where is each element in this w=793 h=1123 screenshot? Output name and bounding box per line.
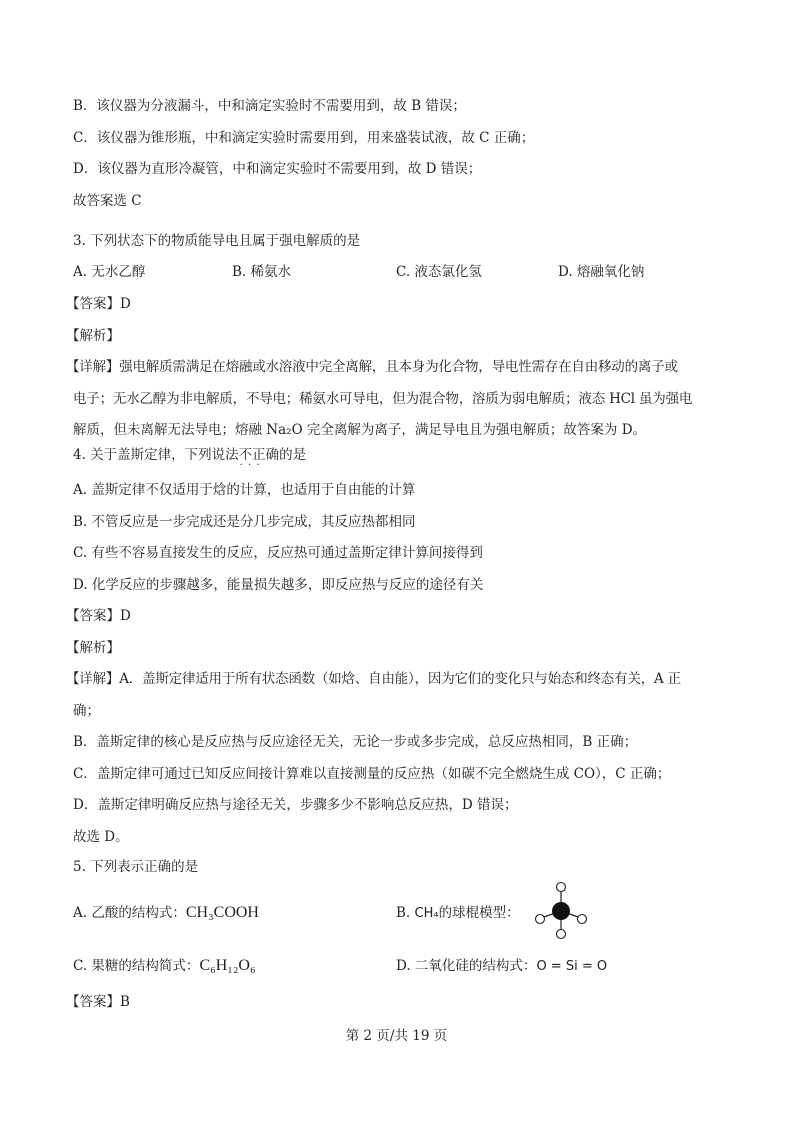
detail-line: B．盖斯定律的核心是反应热与反应途径无关，无论一步或多步完成，总反应热相同，B 正确； xyxy=(73,734,638,750)
question-3: 3. 下列状态下的物质能导电且属于强电解质的是 xyxy=(73,233,361,249)
silica-formula: O = Si = O xyxy=(536,959,608,974)
option-d: D. 熔融氧化钠 xyxy=(558,264,645,280)
option-c: C. 液态氯化氢 xyxy=(396,264,482,280)
detail-line: 故选 D。 xyxy=(73,829,129,845)
option-c-label: C. 果糖的结构简式： xyxy=(73,958,200,974)
detail-line: C．盖斯定律可通过已知反应间接计算难以直接测量的反应热（如碳不完全燃烧生成 CO），C 正确； xyxy=(73,766,671,782)
option-a: A. 盖斯定律不仅适用于焓的计算，也适用于自由能的计算 xyxy=(73,482,416,498)
ball-stick-model-icon xyxy=(532,880,590,940)
methane-formula: CH₄ xyxy=(414,906,439,921)
option-d-label: D. 二氧化硅的结构式： xyxy=(396,958,537,974)
text-line: C．该仪器为锥形瓶，中和滴定实验时需要用到，用来盛装试液，故 C 正确； xyxy=(73,130,535,146)
text-line: D．该仪器为直形冷凝管，中和滴定实验时不需要用到，故 D 错误； xyxy=(73,161,482,177)
option-d xyxy=(396,957,607,976)
page-footer: 第 2 页/共 19 页 xyxy=(345,1028,448,1044)
analysis-label: 【解析】 xyxy=(66,640,120,656)
question-5: 5. 下列表示正确的是 xyxy=(73,859,199,875)
option-b xyxy=(396,904,520,923)
option-a: A. 无水乙醇 xyxy=(73,264,146,280)
emphasis-not-correct: 不正确 · · · xyxy=(239,446,280,464)
text-line: B．该仪器为分液漏斗，中和滴定实验时不需要用到，故 B 错误； xyxy=(73,98,466,114)
option-a-label: A. 乙酸的结构式： xyxy=(73,905,186,921)
answer-label: 【答案】D xyxy=(66,296,131,312)
question-4-post: 的是 xyxy=(279,447,307,463)
answer-label: 【答案】D xyxy=(66,608,131,624)
option-c xyxy=(73,957,256,975)
question-4 xyxy=(73,446,306,464)
option-a xyxy=(73,904,259,922)
option-c: C. 有些不容易直接发生的反应，反应热可通过盖斯定律计算间接得到 xyxy=(73,545,483,561)
option-b-label: B. xyxy=(396,905,411,921)
text-line: 故答案选 C xyxy=(73,193,142,209)
fructose-formula: C₆H₁₂O₆ xyxy=(199,957,256,974)
detail-line: D．盖斯定律明确反应热与途径无关，步骤多少不影响总反应热，D 错误； xyxy=(73,797,518,813)
detail-line: 确； xyxy=(73,703,100,719)
acetic-acid-formula: CH₃COOH xyxy=(185,904,259,921)
option-d: D. 化学反应的步骤越多，能量损失越多，即反应热与反应的途径有关 xyxy=(73,577,484,593)
option-b: B. 稀氨水 xyxy=(232,264,292,280)
detail-line: 【详解】A．盖斯定律适用于所有状态函数（如焓、自由能），因为它们的变化只与始态和终态有关，A 正 xyxy=(66,671,681,687)
answer-label: 【答案】B xyxy=(66,994,130,1010)
question-4-pre: 4. 关于盖斯定律，下列说法 xyxy=(73,447,239,463)
detail-line: 【详解】强电解质需满足在熔融或水溶液中完全离解，且本身为化合物，导电性需存在自由移动的离子或 xyxy=(66,359,678,375)
option-b-post: 的球棍模型： xyxy=(438,905,520,921)
detail-line: 电子；无水乙醇为非电解质，不导电；稀氨水可导电，但为混合物，溶质为弱电解质；液态 HCl 虽为强电 xyxy=(73,391,693,407)
option-b: B. 不管反应是一步完成还是分几步完成，其反应热都相同 xyxy=(73,514,416,530)
analysis-label: 【解析】 xyxy=(66,328,120,344)
detail-line: 解质，但未离解无法导电；熔融 Na₂O 完全离解为离子，满足导电且为强电解质；故答案为 D。 xyxy=(73,422,647,438)
